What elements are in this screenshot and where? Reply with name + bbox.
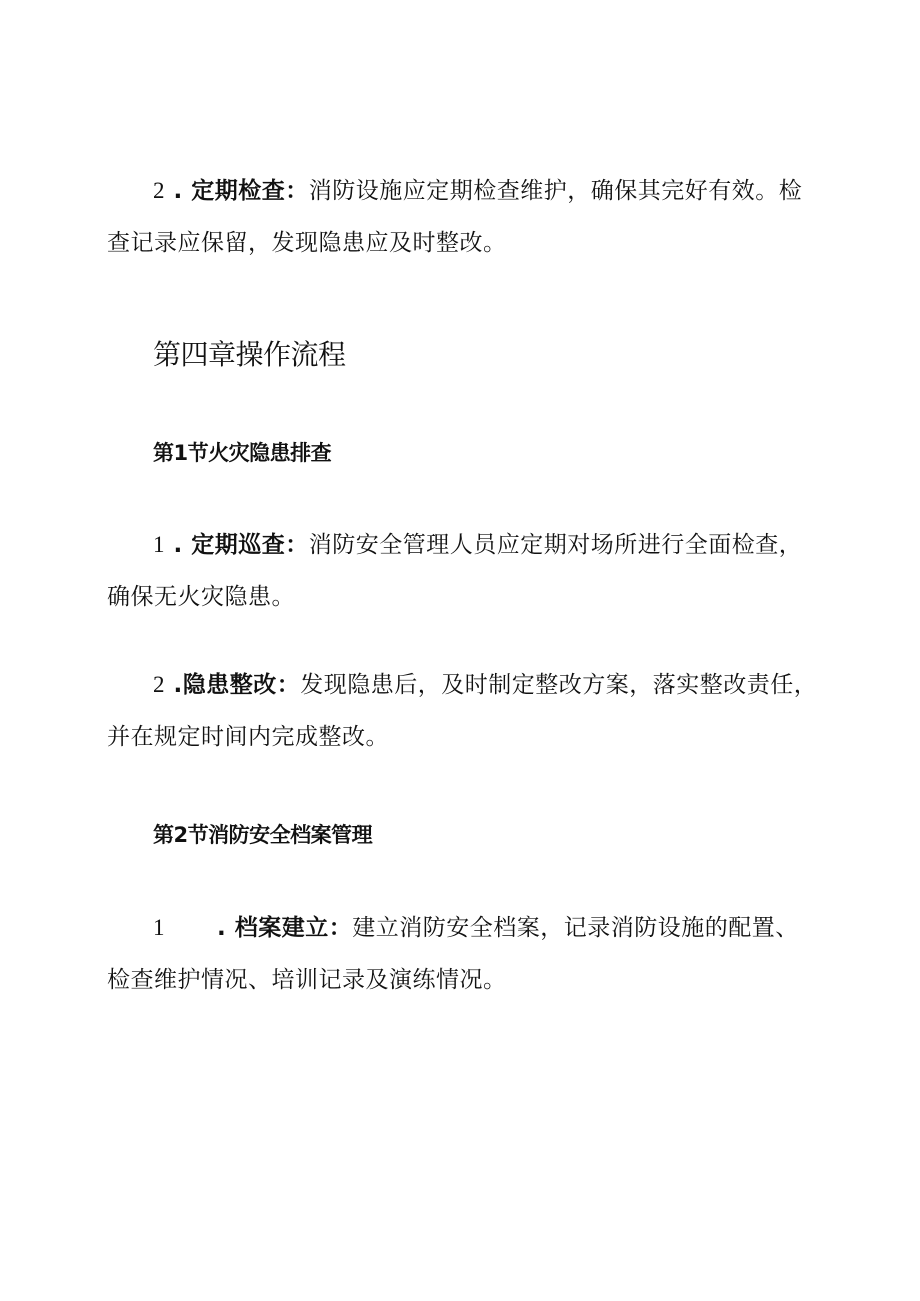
paragraph-regular-patrol [107, 519, 819, 623]
item-term: . 定期检查： [165, 178, 309, 204]
item-term: . 档案建立： [217, 915, 353, 941]
item-term: .隐患整改： [165, 672, 301, 698]
item-text: 发现隐患后，及时制定整改方案，落实整改责任，并在规定时间内完成整改。 [107, 672, 818, 750]
section-title-archive-management: 第2节消防安全档案管理 [153, 823, 373, 847]
item-number: 2 [153, 672, 165, 697]
chapter-title: 第四章操作流程 [153, 338, 346, 371]
item-number: 1 [153, 915, 165, 940]
item-term: . 定期巡查： [165, 532, 309, 558]
paragraph-regular-inspection [107, 165, 819, 269]
item-number: 1 [153, 532, 165, 557]
paragraph-hazard-rectification [107, 659, 819, 763]
paragraph-archive-establish [107, 902, 819, 1006]
item-number: 2 [153, 178, 165, 203]
item-text: 建立消防安全档案，记录消防设施的配置、检查维护情况、培训记录及演练情况。 [107, 915, 799, 993]
item-text: 消防设施应定期检查维护，确保其完好有效。检查记录应保留，发现隐患应及时整改。 [107, 178, 803, 256]
item-text: 消防安全管理人员应定期对场所进行全面检查，确保无火灾隐患。 [107, 532, 803, 610]
section-title-hazard-check: 第1节火灾隐患排查 [153, 441, 332, 465]
